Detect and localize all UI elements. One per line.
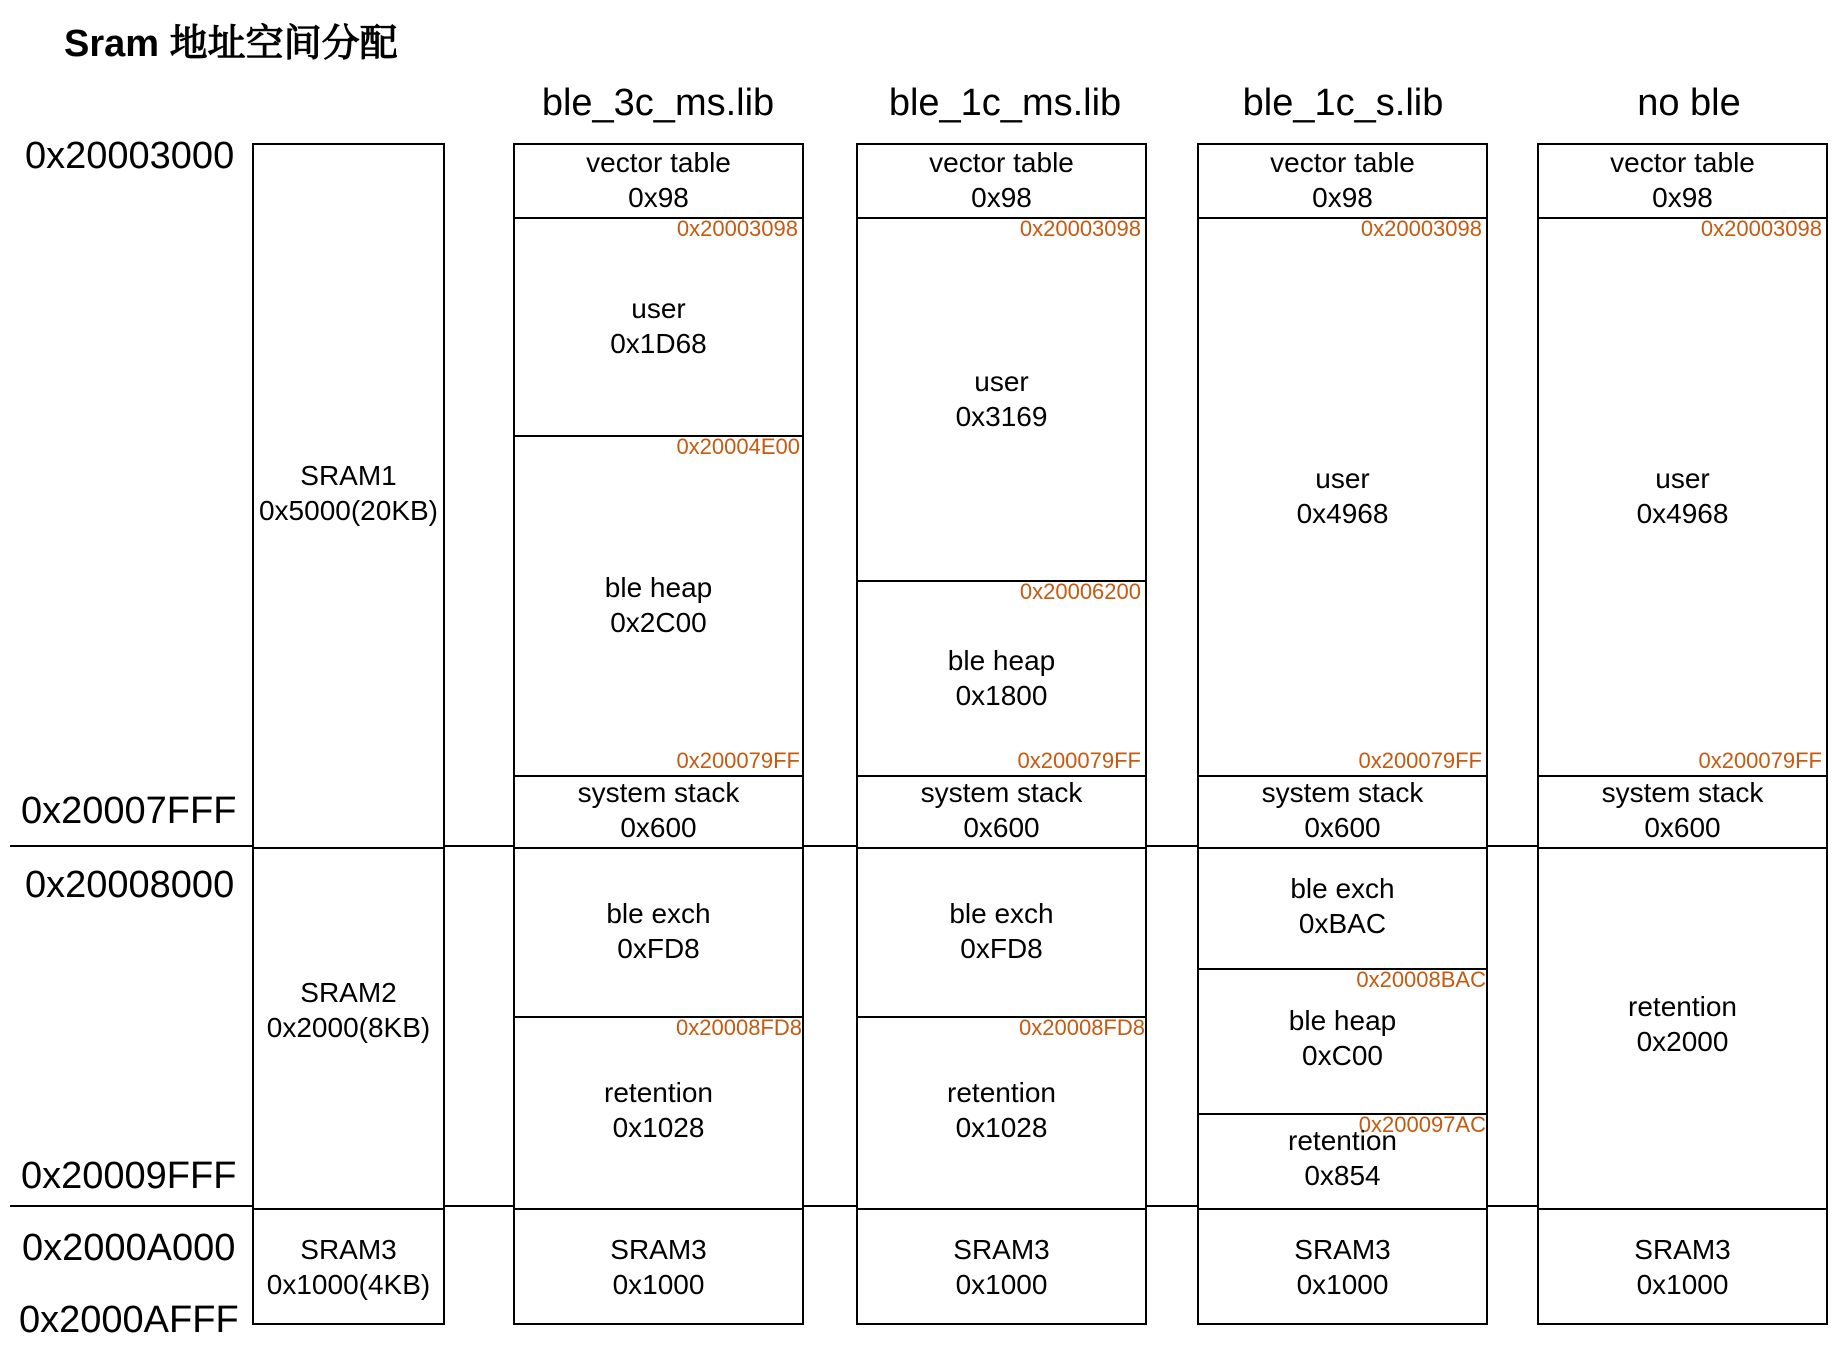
address-label-sram3-end: 0x2000AFFF: [19, 1299, 239, 1341]
sram3-label: [254, 1232, 443, 1302]
block-size: 0xC00: [1302, 1040, 1383, 1071]
block-name: system stack: [920, 777, 1083, 808]
block-name: ble heap: [947, 645, 1056, 676]
address-label-sram3-start: 0x2000A000: [22, 1227, 236, 1269]
block-retention: [1539, 847, 1826, 1208]
address-label-sram2-end: 0x20009FFF: [21, 1155, 237, 1197]
block-name: ble heap: [1288, 1005, 1397, 1036]
address-marker: 0x20004E00: [676, 434, 800, 459]
block-ble-exch: [515, 847, 802, 1016]
block-vector-table: [1199, 145, 1486, 217]
block-size: 0x4968: [1636, 498, 1729, 529]
block-name: system stack: [577, 777, 740, 808]
sram1-label: [254, 458, 443, 528]
block-sram3: [515, 1208, 802, 1323]
block-size: 0x98: [1652, 182, 1713, 213]
block-name: vector table: [1270, 147, 1415, 178]
block-ble-exch: [1199, 847, 1486, 968]
block-name: SRAM3: [953, 1234, 1050, 1265]
block-name: ble exch: [606, 898, 711, 929]
block-ble-heap: [1199, 968, 1486, 1113]
block-name: retention: [1628, 991, 1737, 1022]
block-user: [858, 217, 1145, 580]
block-sram3: [1199, 1208, 1486, 1323]
block-size: 0x854: [1304, 1160, 1381, 1191]
block-size: 0x1000: [1636, 1269, 1729, 1300]
column-header-no-ble: no ble: [1637, 82, 1741, 124]
block-ble-heap: [515, 435, 802, 775]
sram2-name: SRAM2: [300, 977, 397, 1008]
block-size: 0x600: [1644, 812, 1721, 843]
block-vector-table: [1539, 145, 1826, 217]
block-ble-exch: [858, 847, 1145, 1016]
address-marker: 0x20008FD8: [1019, 1015, 1145, 1040]
block-vector-table: [515, 145, 802, 217]
block-name: retention: [947, 1077, 1056, 1108]
block-name: SRAM3: [610, 1234, 707, 1265]
address-marker: 0x20003098: [1700, 216, 1822, 241]
block-size: 0x2000: [1636, 1026, 1729, 1057]
sram2-label: [254, 975, 443, 1045]
sram1-name: SRAM1: [300, 460, 397, 491]
sram3-name: SRAM3: [300, 1234, 397, 1265]
block-retention: [515, 1016, 802, 1208]
block-name: SRAM3: [1294, 1234, 1391, 1265]
sram3-block: [254, 1208, 443, 1323]
sram3-size: 0x1000(4KB): [266, 1269, 431, 1300]
address-label-sram1-start: 0x20003000: [25, 135, 235, 177]
block-user: [515, 217, 802, 435]
memory-map-column-ble-1c-ms: [856, 143, 1147, 1325]
page-title: Sram 地址空间分配: [64, 23, 398, 65]
block-name: vector table: [1610, 147, 1755, 178]
block-size: 0x1000: [612, 1269, 705, 1300]
block-sram3: [858, 1208, 1145, 1323]
block-size: 0xFD8: [960, 933, 1043, 964]
address-marker: 0x200097AC: [1358, 1112, 1486, 1137]
block-size: 0x98: [1312, 182, 1373, 213]
block-size: 0x1800: [955, 680, 1048, 711]
block-user: [1539, 217, 1826, 775]
block-size: 0x2C00: [610, 607, 707, 638]
column-header-ble-1c-ms: ble_1c_ms.lib: [888, 82, 1122, 124]
block-ble-heap: [858, 580, 1145, 775]
block-size: 0x1000: [955, 1269, 1048, 1300]
address-label-sram1-end: 0x20007FFF: [21, 790, 237, 832]
address-label-sram2-start: 0x20008000: [25, 864, 235, 906]
block-system-stack: [858, 748, 1145, 847]
column-header-ble-1c-s: ble_1c_s.lib: [1242, 82, 1444, 124]
address-marker: 0x20006200: [1019, 579, 1141, 604]
block-retention: [858, 1016, 1145, 1208]
block-size: 0x98: [628, 182, 689, 213]
block-name: user: [974, 366, 1029, 397]
block-size: 0x4968: [1296, 498, 1389, 529]
sram2-block: [254, 847, 443, 1208]
block-vector-table: [858, 145, 1145, 217]
block-name: system stack: [1261, 777, 1424, 808]
block-size: 0x1028: [955, 1112, 1048, 1143]
block-size: 0xFD8: [617, 933, 700, 964]
address-marker: 0x20008BAC: [1356, 967, 1486, 992]
address-marker: 0x20008FD8: [676, 1015, 802, 1040]
address-marker: 0x20003098: [676, 216, 798, 241]
memory-map-column-no-ble: [1537, 143, 1828, 1325]
block-size: 0x600: [1304, 812, 1381, 843]
block-name: ble exch: [949, 898, 1054, 929]
address-marker: 0x20003098: [1360, 216, 1482, 241]
block-system-stack: [515, 748, 802, 847]
block-size: 0x1D68: [610, 328, 707, 359]
memory-map-column-ble-3c-ms: [513, 143, 804, 1325]
block-system-stack: [1539, 748, 1826, 847]
block-name: system stack: [1601, 777, 1764, 808]
address-marker: 0x200079FF: [1017, 748, 1141, 773]
address-marker: 0x20003098: [1019, 216, 1141, 241]
memory-map-column-ble-1c-s: [1197, 143, 1488, 1325]
block-sram3: [1539, 1208, 1826, 1323]
address-marker: 0x200079FF: [1698, 748, 1822, 773]
block-name: vector table: [586, 147, 731, 178]
block-size: 0xBAC: [1298, 908, 1387, 939]
sram1-size: 0x5000(20KB): [258, 495, 438, 526]
block-size: 0x1000: [1296, 1269, 1389, 1300]
block-name: retention: [604, 1077, 713, 1108]
sram1-block: [254, 145, 443, 847]
block-name: SRAM3: [1634, 1234, 1731, 1265]
block-size: 0x3169: [955, 401, 1048, 432]
block-system-stack: [1199, 748, 1486, 847]
block-name: user: [1315, 463, 1370, 494]
sram2-size: 0x2000(8KB): [266, 1012, 431, 1043]
block-size: 0x98: [971, 182, 1032, 213]
address-marker: 0x200079FF: [676, 748, 800, 773]
column-header-ble-3c-ms: ble_3c_ms.lib: [541, 82, 775, 124]
block-user: [1199, 217, 1486, 775]
block-name: ble heap: [604, 572, 713, 603]
address-marker: 0x200079FF: [1358, 748, 1482, 773]
block-size: 0x1028: [612, 1112, 705, 1143]
block-retention: [1199, 1113, 1486, 1208]
block-size: 0x600: [620, 812, 697, 843]
block-name: retention: [1288, 1125, 1397, 1156]
block-name: user: [631, 293, 686, 324]
block-name: ble exch: [1290, 873, 1395, 904]
block-size: 0x600: [963, 812, 1040, 843]
sram-overview-column: [252, 143, 445, 1325]
block-name: vector table: [929, 147, 1074, 178]
block-name: user: [1655, 463, 1710, 494]
